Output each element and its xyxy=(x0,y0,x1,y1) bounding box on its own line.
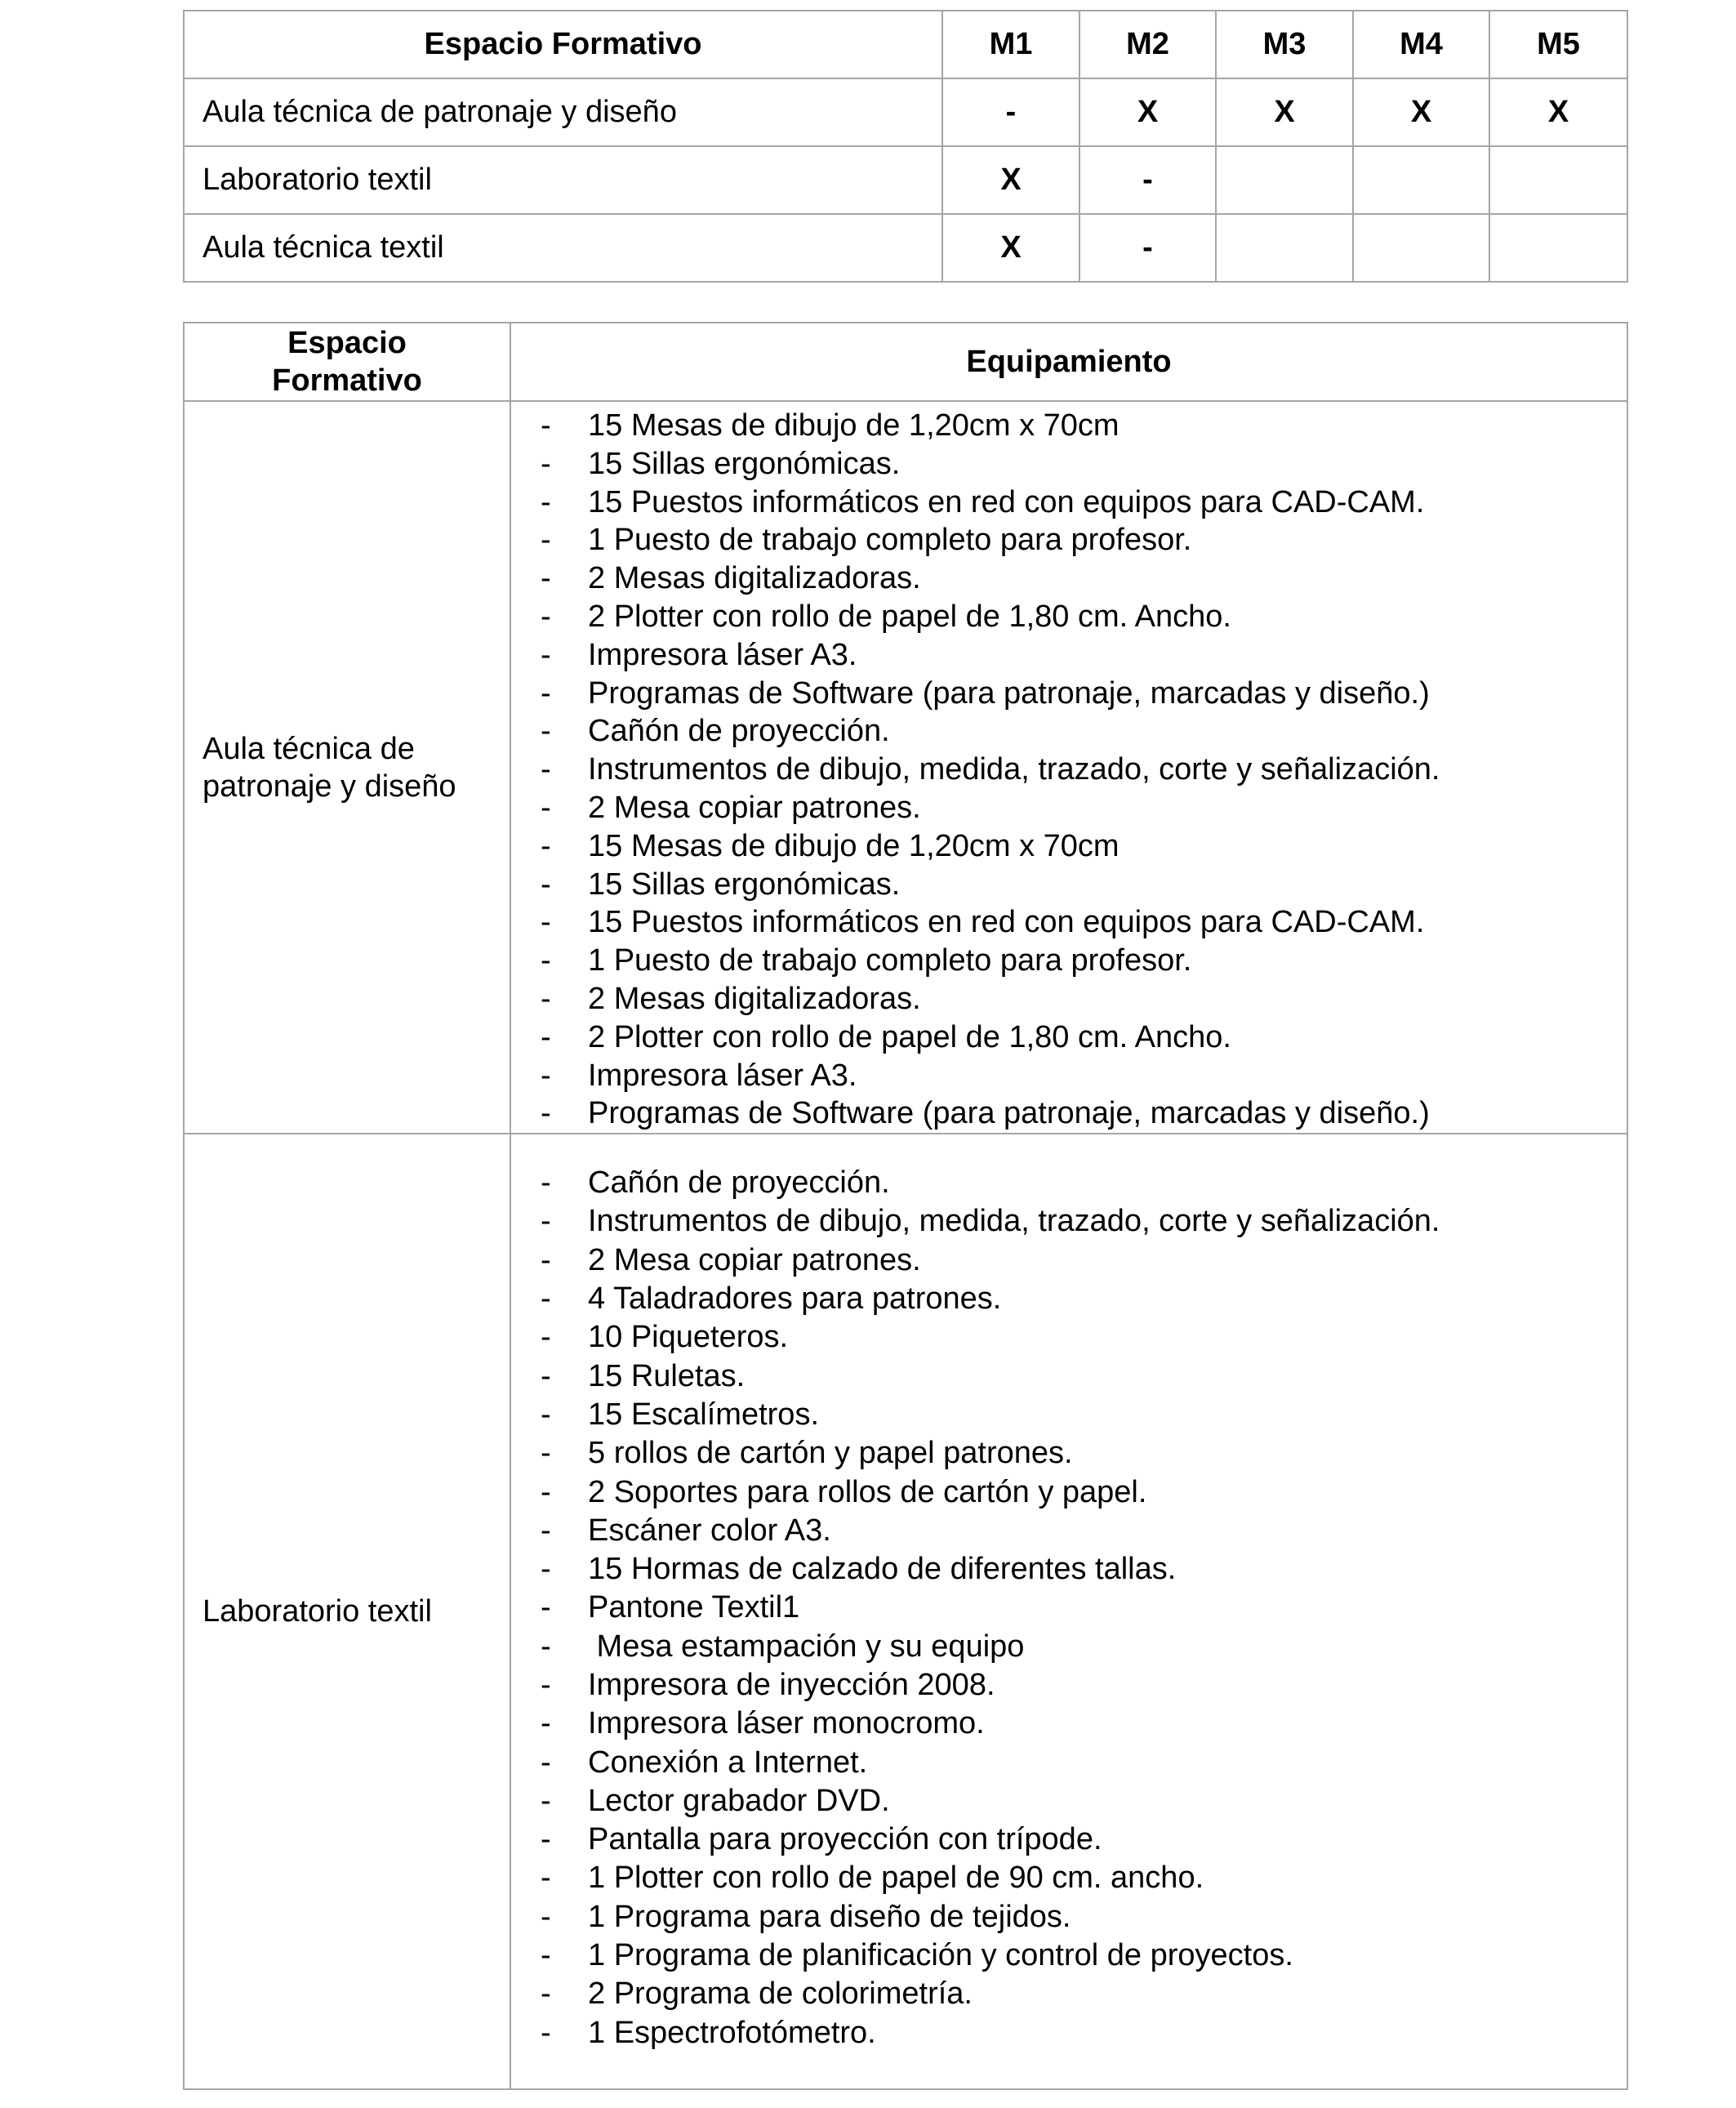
bullet-dash: - xyxy=(541,2015,551,2050)
module-mark xyxy=(1216,214,1353,282)
list-item xyxy=(511,1975,1627,2013)
table-row xyxy=(184,1134,1627,2089)
bullet-dash: - xyxy=(541,1899,551,1934)
equipment-item-text: 2 Plotter con rollo de papel de 1,80 cm. Ancho. xyxy=(588,599,1231,634)
equipment-item-text: Mesa estampación y su equipo xyxy=(588,1629,1025,1664)
list-item xyxy=(511,1550,1627,1589)
list-item xyxy=(511,521,1627,559)
list-item xyxy=(511,559,1627,598)
table-row xyxy=(184,401,1627,1134)
header-m2: M2 xyxy=(1079,11,1216,78)
list-item xyxy=(511,942,1627,980)
bullet-dash: - xyxy=(541,752,551,787)
equipment-item-text: 4 Taladradores para patrones. xyxy=(588,1281,1002,1317)
equipment-item-text: Instrumentos de dibujo, medida, trazado, corte y señalización. xyxy=(588,1204,1440,1239)
bullet-dash: - xyxy=(541,828,551,863)
table-row xyxy=(184,78,1627,146)
bullet-dash: - xyxy=(541,1165,551,1201)
table-row xyxy=(184,146,1627,214)
list-item xyxy=(511,1628,1627,1666)
module-mark: X xyxy=(1216,78,1353,146)
bullet-dash: - xyxy=(541,1358,551,1393)
list-item xyxy=(511,2014,1627,2052)
equipment-item-text: 1 Programa para diseño de tejidos. xyxy=(588,1899,1071,1934)
list-item xyxy=(511,980,1627,1018)
list-item xyxy=(511,789,1627,827)
bullet-dash: - xyxy=(541,1938,551,1973)
equipment-item-text: Programas de Software (para patronaje, marcadas y diseño.) xyxy=(588,1096,1430,1131)
list-item xyxy=(511,1357,1627,1396)
bullet-dash: - xyxy=(541,1552,551,1587)
bullet-dash: - xyxy=(541,1242,551,1277)
header-m5: M5 xyxy=(1489,11,1627,78)
equipment-item-text: 2 Programa de colorimetría. xyxy=(588,1977,973,2012)
equipment-item-text: Impresora láser A3. xyxy=(588,637,857,672)
equipment-item-text: Programas de Software (para patronaje, marcadas y diseño.) xyxy=(588,675,1430,711)
equipment-item-text: Cañón de proyección. xyxy=(588,1165,890,1201)
bullet-dash: - xyxy=(541,981,551,1016)
list-item xyxy=(511,1202,1627,1241)
space-name: Aula técnica textil xyxy=(184,214,942,282)
bullet-dash: - xyxy=(541,1019,551,1054)
equipment-item-text: 2 Mesas digitalizadoras. xyxy=(588,981,921,1016)
equipment-item-text: Pantone Textil1 xyxy=(588,1590,800,1625)
bullet-dash: - xyxy=(541,1783,551,1818)
table-header-row xyxy=(184,11,1627,78)
equipment-item-text: 10 Piqueteros. xyxy=(588,1320,789,1355)
equipment-item-text: Cañón de proyección. xyxy=(588,714,890,749)
equipment-item-text: 5 rollos de cartón y papel patrones. xyxy=(588,1436,1073,1471)
module-mark: X xyxy=(942,214,1079,282)
header-m1: M1 xyxy=(942,11,1079,78)
list-item xyxy=(511,1898,1627,1936)
space-name xyxy=(184,1134,510,2089)
module-mark: X xyxy=(1353,78,1489,146)
module-mark xyxy=(1216,146,1353,214)
module-mark: X xyxy=(942,146,1079,214)
list-item xyxy=(511,1744,1627,1782)
list-item xyxy=(511,751,1627,789)
bullet-dash: - xyxy=(541,1861,551,1896)
equipment-item-text: Impresora láser A3. xyxy=(588,1058,857,1093)
equipment-item-text: 2 Mesas digitalizadoras. xyxy=(588,561,921,596)
bullet-dash: - xyxy=(541,790,551,825)
equipment-item-text: 15 Puestos informáticos en red con equipos para CAD-CAM. xyxy=(588,484,1425,519)
header-m3: M3 xyxy=(1216,11,1353,78)
header-equipamiento: Equipamiento xyxy=(510,323,1627,401)
equipment-item-text: 1 Espectrofotómetro. xyxy=(588,2015,876,2050)
bullet-dash: - xyxy=(541,1513,551,1548)
bullet-dash: - xyxy=(541,867,551,902)
space-name-line: Aula técnica de xyxy=(203,731,415,766)
equipment-item-text: 15 Puestos informáticos en red con equipos para CAD-CAM. xyxy=(588,905,1425,940)
bullet-dash: - xyxy=(541,943,551,978)
list-item xyxy=(511,1859,1627,1897)
list-item xyxy=(511,484,1627,522)
list-item xyxy=(511,1057,1627,1095)
bullet-dash: - xyxy=(541,561,551,596)
bullet-dash: - xyxy=(541,599,551,634)
equipment-item-text: Impresora láser monocromo. xyxy=(588,1706,985,1741)
module-mark: - xyxy=(1079,214,1216,282)
list-item xyxy=(511,598,1627,636)
equipment-table xyxy=(183,322,1628,2090)
list-item xyxy=(511,1936,1627,1975)
bullet-dash: - xyxy=(541,1397,551,1432)
list-item xyxy=(511,866,1627,904)
list-item xyxy=(511,636,1627,675)
list-item xyxy=(511,407,1627,445)
availability-table xyxy=(183,10,1628,283)
equipment-item-text: 2 Mesa copiar patrones. xyxy=(588,1242,921,1277)
bullet-dash: - xyxy=(541,1474,551,1509)
equipment-item-text: Impresora de inyección 2008. xyxy=(588,1668,995,1702)
module-mark: X xyxy=(1489,78,1627,146)
list-item xyxy=(511,1018,1627,1057)
module-mark xyxy=(1489,146,1627,214)
bullet-dash: - xyxy=(541,1436,551,1471)
header-m4: M4 xyxy=(1353,11,1489,78)
bullet-dash: - xyxy=(541,1745,551,1780)
equipment-item-text: Escáner color A3. xyxy=(588,1513,831,1548)
bullet-dash: - xyxy=(541,1281,551,1317)
equipment-list-cell xyxy=(510,401,1627,1134)
bullet-dash: - xyxy=(541,1320,551,1355)
list-item xyxy=(511,903,1627,942)
module-mark: X xyxy=(1079,78,1216,146)
space-name-line: Laboratorio textil xyxy=(203,1594,432,1629)
bullet-dash: - xyxy=(541,1706,551,1741)
header-line: Espacio xyxy=(287,326,407,360)
list-item xyxy=(511,1241,1627,1280)
equipment-item-text: 2 Mesa copiar patrones. xyxy=(588,790,921,825)
list-item xyxy=(511,1396,1627,1434)
table-header-row xyxy=(184,323,1627,401)
equipment-item-text: Instrumentos de dibujo, medida, trazado, corte y señalización. xyxy=(588,752,1440,787)
equipment-item-text: Conexión a Internet. xyxy=(588,1745,868,1780)
list-item xyxy=(511,827,1627,866)
bullet-dash: - xyxy=(541,408,551,443)
list-item xyxy=(511,712,1627,751)
space-name-line: patronaje y diseño xyxy=(203,769,456,804)
bullet-dash: - xyxy=(541,1204,551,1239)
equipment-item-text: 15 Escalímetros. xyxy=(588,1397,819,1432)
module-mark: - xyxy=(942,78,1079,146)
bullet-dash: - xyxy=(541,1058,551,1093)
bullet-dash: - xyxy=(541,1668,551,1702)
list-item xyxy=(511,1280,1627,1318)
bullet-dash: - xyxy=(541,1822,551,1857)
list-item xyxy=(511,1589,1627,1627)
equipment-item-text: 15 Hormas de calzado de diferentes tallas. xyxy=(588,1552,1177,1587)
equipment-list-cell xyxy=(510,1134,1627,2089)
equipment-item-text: 15 Sillas ergonómicas. xyxy=(588,446,901,481)
bullet-dash: - xyxy=(541,1629,551,1664)
list-item xyxy=(511,1666,1627,1705)
list-item xyxy=(511,1434,1627,1473)
list-item xyxy=(511,675,1627,713)
list-item xyxy=(511,1821,1627,1859)
equipment-list xyxy=(511,402,1627,1133)
module-mark xyxy=(1353,214,1489,282)
bullet-dash: - xyxy=(541,1590,551,1625)
list-item xyxy=(511,1782,1627,1821)
bullet-dash: - xyxy=(541,637,551,672)
equipment-item-text: 1 Puesto de trabajo completo para profesor. xyxy=(588,523,1192,558)
bullet-dash: - xyxy=(541,446,551,481)
space-name: Laboratorio textil xyxy=(184,146,942,214)
equipment-item-text: Lector grabador DVD. xyxy=(588,1783,890,1818)
module-mark xyxy=(1489,214,1627,282)
equipment-item-text: 1 Plotter con rollo de papel de 90 cm. ancho. xyxy=(588,1861,1204,1896)
equipment-item-text: Pantalla para proyección con trípode. xyxy=(588,1822,1102,1857)
equipment-list xyxy=(511,1134,1627,2052)
equipment-item-text: 15 Sillas ergonómicas. xyxy=(588,867,901,902)
list-item xyxy=(511,1094,1627,1133)
bullet-dash: - xyxy=(541,523,551,558)
bullet-dash: - xyxy=(541,714,551,749)
bullet-dash: - xyxy=(541,1977,551,2012)
module-mark xyxy=(1353,146,1489,214)
equipment-item-text: 15 Mesas de dibujo de 1,20cm x 70cm xyxy=(588,408,1119,443)
header-line: Formativo xyxy=(272,363,422,398)
space-name xyxy=(184,401,510,1134)
equipment-item-text: 2 Soportes para rollos de cartón y papel. xyxy=(588,1474,1147,1509)
list-item xyxy=(511,445,1627,484)
list-item xyxy=(511,1318,1627,1357)
equipment-item-text: 15 Ruletas. xyxy=(588,1358,746,1393)
list-item xyxy=(511,1705,1627,1743)
module-mark: - xyxy=(1079,146,1216,214)
header-espacio-formativo: Espacio Formativo xyxy=(184,11,942,78)
table-row xyxy=(184,214,1627,282)
list-item xyxy=(511,1512,1627,1550)
bullet-dash: - xyxy=(541,484,551,519)
bullet-dash: - xyxy=(541,1096,551,1131)
bullet-dash: - xyxy=(541,905,551,940)
equipment-item-text: 15 Mesas de dibujo de 1,20cm x 70cm xyxy=(588,828,1119,863)
bullet-dash: - xyxy=(541,675,551,711)
equipment-item-text: 2 Plotter con rollo de papel de 1,80 cm. Ancho. xyxy=(588,1019,1231,1054)
equipment-item-text: 1 Puesto de trabajo completo para profesor. xyxy=(588,943,1192,978)
list-item xyxy=(511,1473,1627,1512)
header-espacio-formativo xyxy=(184,323,510,401)
space-name: Aula técnica de patronaje y diseño xyxy=(184,78,942,146)
equipment-item-text: 1 Programa de planificación y control de proyectos. xyxy=(588,1938,1293,1973)
list-item xyxy=(511,1164,1627,1202)
